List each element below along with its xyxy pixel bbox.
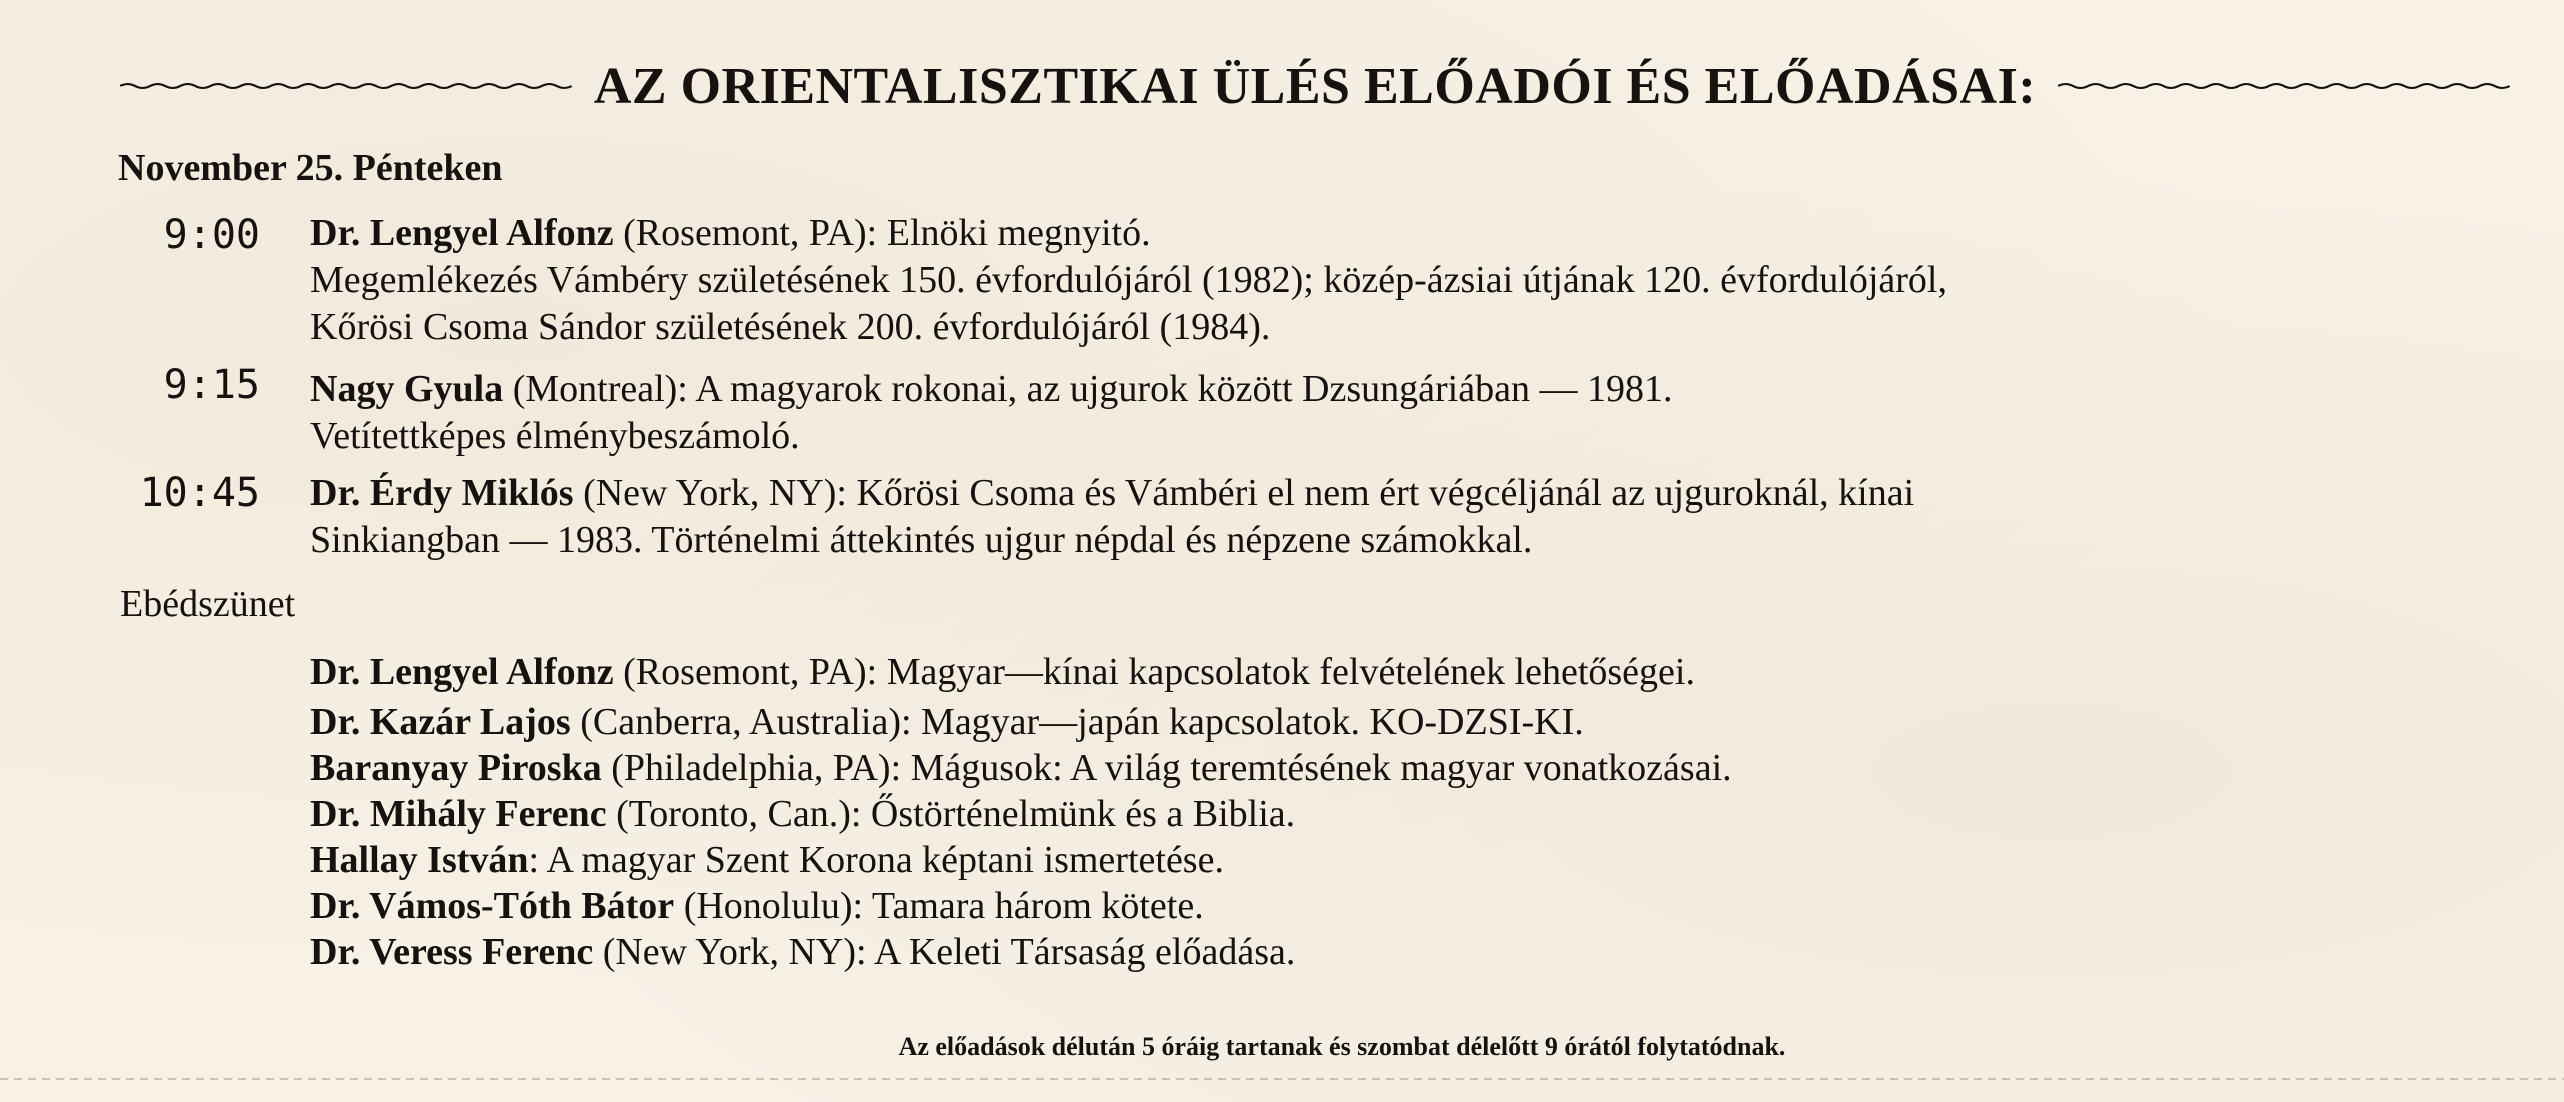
schedule-entry [310, 470, 2530, 564]
afternoon-talk [310, 838, 1224, 882]
talk-details: (Canberra, Australia): Magyar—japán kapcsolatok. KO-DZSI-KI. [570, 701, 1584, 743]
entry-first-line [310, 366, 2530, 413]
entry-line: Megemlékezés Vámbéry születésének 150. évfordulójáról (1982); közép-ázsiai útjának 120. évfordulójáról, [310, 259, 1947, 301]
time-label: 10:45 [139, 470, 260, 516]
talk-details: (Rosemont, PA): Magyar—kínai kapcsolatok felvételének lehetőségei. [613, 651, 1695, 693]
afternoon-talk [310, 700, 1584, 744]
speaker-name: Baranyay Piroska [310, 747, 602, 789]
speaker-name: Dr. Veress Ferenc [310, 931, 594, 973]
speaker-name: Dr. Kazár Lajos [310, 701, 571, 743]
lunch-break-label: Ebédszünet [120, 583, 296, 625]
speaker-name: Hallay István [310, 839, 529, 881]
bottom-divider [0, 1078, 2564, 1080]
speaker-name: Nagy Gyula [310, 368, 504, 410]
talk-details: (Philadelphia, PA): Mágusok: A világ teremtésének magyar vonatkozásai. [601, 747, 1732, 789]
talk-details: (Honolulu): Tamara három kötete. [674, 885, 1204, 927]
left-wavy-rule [120, 81, 572, 91]
talk-details: (Toronto, Can.): Őstörténelmünk és a Biblia. [606, 793, 1296, 835]
entry-line: Sinkiangban — 1983. Történelmi áttekintés ujgur népdal és népzene számokkal. [310, 519, 1533, 561]
title-row [120, 46, 2510, 126]
speaker-name: Dr. Lengyel Alfonz [310, 212, 614, 254]
afternoon-talk [310, 792, 1295, 836]
entry-first-line [310, 210, 2530, 257]
page-title: AZ ORIENTALISZTIKAI ÜLÉS ELŐADÓI ÉS ELŐADÁSAI: [593, 57, 2037, 115]
time-label: 9:15 [163, 362, 260, 408]
talk-details: (Rosemont, PA): Elnöki megnyitó. [613, 212, 1151, 254]
speaker-name: Dr. Vámos-Tóth Bátor [310, 885, 675, 927]
right-wavy-rule [2058, 81, 2510, 91]
afternoon-talk [310, 930, 1295, 974]
day-heading: November 25. Pénteken [118, 147, 503, 189]
talk-details: (New York, NY): Kőrösi Csoma és Vámbéri el nem ért végcéljánál az ujguroknál, kínai [573, 472, 1915, 514]
speaker-name: Dr. Érdy Miklós [310, 472, 574, 514]
time-label: 9:00 [163, 212, 260, 258]
footer-note: Az előadások délután 5 óráig tartanak és szombat délelőtt 9 órától folytatódnak. [898, 1032, 1786, 1061]
talk-details: (Montreal): A magyarok rokonai, az ujgurok között Dzsungáriában — 1981. [503, 368, 1673, 410]
speaker-name: Dr. Mihály Ferenc [310, 793, 607, 835]
speaker-name: Dr. Lengyel Alfonz [310, 651, 614, 693]
afternoon-talk [310, 650, 1695, 694]
entry-first-line [310, 470, 2530, 517]
entry-line: Kőrösi Csoma Sándor születésének 200. évfordulójáról (1984). [310, 306, 1271, 348]
entry-line: Vetítettképes élménybeszámoló. [310, 415, 800, 457]
schedule-entry [310, 366, 2530, 460]
afternoon-talk [310, 884, 1204, 928]
schedule-entry [310, 210, 2530, 351]
afternoon-talk [310, 746, 1732, 790]
talk-details: (New York, NY): A Keleti Társaság előadása. [593, 931, 1296, 973]
talk-details: : A magyar Szent Korona képtani ismertetése. [528, 839, 1224, 881]
